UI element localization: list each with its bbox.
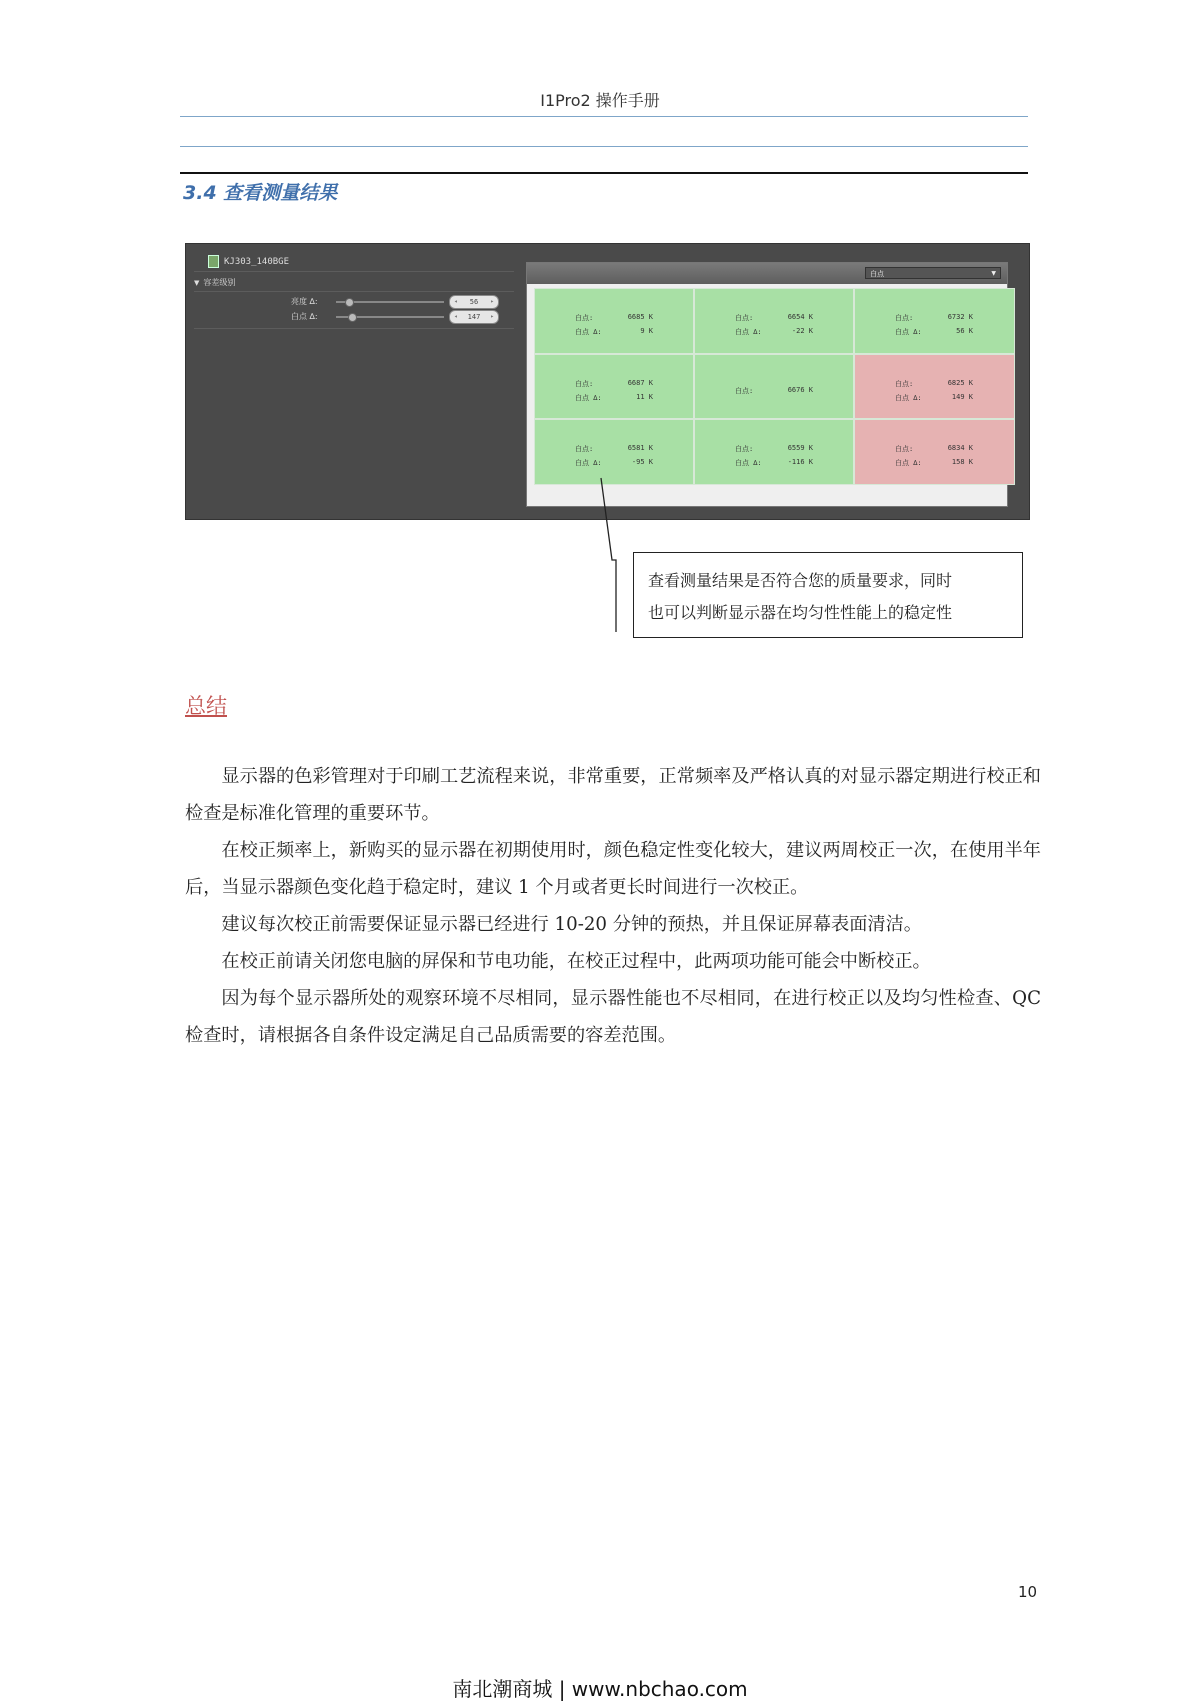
cell-label: 白点 ∆:: [895, 459, 922, 467]
cell-value: 6559 K: [787, 444, 813, 452]
cell-value: 6685 K: [627, 313, 653, 321]
whitepoint-tolerance-label: 白点 ∆:: [291, 312, 318, 321]
header-rule-top: [180, 116, 1028, 117]
page-footer: 南北潮商城 | www.nbchao.com: [452, 1677, 748, 1701]
uniformity-results-pane: [526, 262, 1008, 507]
cell-label: 白点 ∆:: [575, 394, 602, 402]
divider: [194, 291, 514, 292]
software-screenshot: [185, 243, 1030, 520]
cell-label: 白点:: [735, 314, 754, 322]
measurement-type-dropdown[interactable]: 白点 ▼: [865, 267, 1001, 279]
cell-value: 6834 K: [947, 444, 973, 452]
callout-line-1: 查看测量结果是否符合您的质量要求，同时: [648, 571, 953, 590]
decrement-icon[interactable]: ◂: [454, 313, 458, 320]
uniformity-cell-3: [854, 288, 1015, 354]
page-number: 10: [1018, 1583, 1038, 1601]
uniformity-cell-4: [534, 354, 694, 419]
summary-paragraph: 建议每次校正前需要保证显示器已经进行 10-20 分钟的预热，并且保证屏幕表面清洁。: [221, 914, 922, 935]
summary-paragraph: 因为每个显示器所处的观察环境不尽相同，显示器性能也不尽相同，在进行校正以及均匀性检查、QC 检查时，请根据各自条件设定满足自己品质需要的容差范围。: [185, 988, 1041, 1046]
cell-value: 149 K: [951, 393, 973, 401]
luminance-tolerance-slider[interactable]: [336, 301, 444, 303]
cell-label: 白点:: [895, 445, 914, 453]
uniformity-grid: [534, 288, 1015, 485]
cell-label: 白点:: [575, 380, 594, 388]
callout-box: [633, 552, 1023, 638]
uniformity-cell-9: [854, 419, 1015, 485]
luminance-tolerance-stepper[interactable]: ◂ 56 ▸: [449, 295, 499, 309]
slider-handle[interactable]: [345, 298, 354, 307]
cell-label: 白点 ∆:: [895, 328, 922, 336]
summary-heading: 总结: [185, 694, 227, 718]
uniformity-cell-1: [534, 288, 694, 354]
cell-value: -116 K: [787, 458, 813, 466]
uniformity-cell-2: [694, 288, 854, 354]
section-title: 3.4 查看测量结果: [183, 182, 338, 204]
slider-handle[interactable]: [348, 313, 357, 322]
summary-paragraph: 在校正前请关闭您电脑的屏保和节电功能，在校正过程中，此两项功能可能会中断校正。: [221, 951, 931, 972]
cell-label: 白点:: [575, 445, 594, 453]
collapse-triangle-icon[interactable]: ▼: [194, 279, 200, 287]
cell-value: 6676 K: [787, 386, 813, 394]
cell-label: 白点 ∆:: [735, 328, 762, 336]
callout-line-2: 也可以判断显示器在均匀性性能上的稳定性: [648, 603, 953, 622]
cell-value: 56 K: [956, 327, 973, 335]
document-header-title: I1Pro2 操作手册: [540, 91, 660, 110]
whitepoint-tolerance-row: [196, 310, 496, 324]
cell-value: 6687 K: [627, 379, 653, 387]
increment-icon[interactable]: ▸: [490, 298, 494, 305]
window-title-bar: [208, 255, 289, 268]
cell-label: 白点:: [895, 380, 914, 388]
increment-icon[interactable]: ▸: [490, 313, 494, 320]
cell-value: -22 K: [791, 327, 813, 335]
section-rule: [180, 172, 1028, 174]
cell-label: 白点:: [575, 314, 594, 322]
uniformity-cell-8: [694, 419, 854, 485]
divider: [194, 271, 514, 272]
results-toolbar: [527, 263, 1007, 284]
summary-body: [185, 758, 1041, 1054]
uniformity-cell-5: [694, 354, 854, 419]
cell-value: 11 K: [636, 393, 653, 401]
whitepoint-tolerance-stepper[interactable]: ◂ 147 ▸: [449, 310, 499, 324]
cell-value: 6581 K: [627, 444, 653, 452]
cell-label: 白点 ∆:: [575, 459, 602, 467]
cell-label: 白点 ∆:: [895, 394, 922, 402]
window-title: KJ303_140BGE: [224, 256, 290, 267]
cell-value: 6654 K: [787, 313, 813, 321]
cell-label: 白点 ∆:: [575, 328, 602, 336]
header-rule-middle: [180, 146, 1028, 147]
cell-label: 白点 ∆:: [735, 459, 762, 467]
decrement-icon[interactable]: ◂: [454, 298, 458, 305]
tolerance-panel-heading[interactable]: ▼ 容差级别: [194, 278, 236, 287]
cell-value: 6825 K: [947, 379, 973, 387]
divider: [194, 328, 514, 329]
cell-value: 158 K: [951, 458, 973, 466]
summary-paragraph: 在校正频率上，新购买的显示器在初期使用时，颜色稳定性变化较大，建议两周校正一次，在使用半年后，当显示器颜色变化趋于稳定时，建议 1 个月或者更长时间进行一次校正。: [185, 840, 1041, 898]
cell-label: 白点:: [735, 387, 754, 395]
cell-value: 9 K: [640, 327, 653, 335]
luminance-tolerance-label: 亮度 ∆:: [291, 297, 318, 306]
cell-label: 白点:: [735, 445, 754, 453]
cell-value: -95 K: [631, 458, 653, 466]
cell-label: 白点:: [895, 314, 914, 322]
document-icon: [208, 255, 219, 268]
uniformity-cell-7: [534, 419, 694, 485]
cell-value: 6732 K: [947, 313, 973, 321]
chevron-down-icon: ▼: [991, 270, 996, 277]
uniformity-cell-6: [854, 354, 1015, 419]
luminance-tolerance-row: [196, 295, 496, 309]
whitepoint-tolerance-slider[interactable]: [336, 316, 444, 318]
summary-paragraph: 显示器的色彩管理对于印刷工艺流程来说，非常重要，正常频率及严格认真的对显示器定期进行校正和检查是标准化管理的重要环节。: [185, 766, 1041, 824]
